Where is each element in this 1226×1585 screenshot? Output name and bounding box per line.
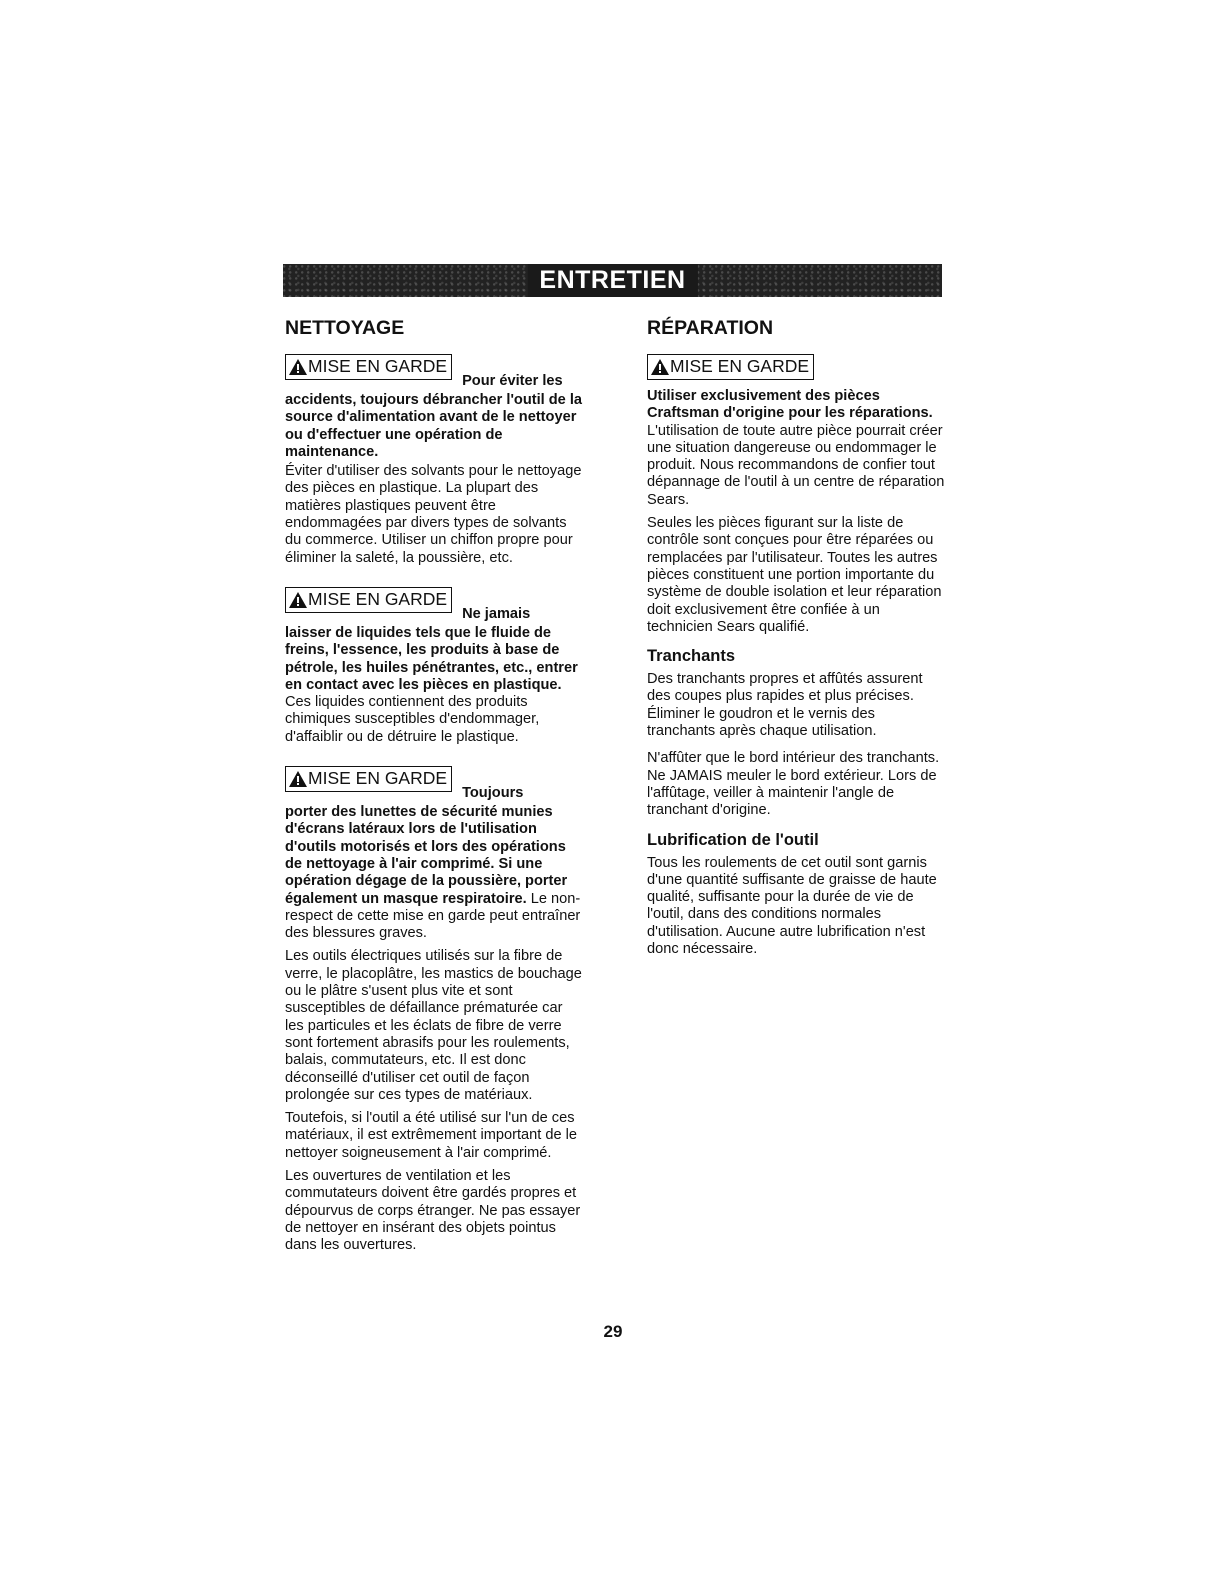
tranchants-paragraph-1: Des tranchants propres et affûtés assurent des coupes plus rapides et plus précises. Éliminer le goudron et le vernis des tranchants après chaque utilisation. (647, 671, 923, 740)
warning-triangle-icon (289, 359, 307, 375)
warning-2-lead: Ne jamais (462, 605, 531, 622)
warning-label-text: MISE EN GARDE (308, 768, 448, 789)
repair-warning-paragraph (647, 388, 947, 509)
solvents-paragraph: Éviter d'utiliser des solvants pour le nettoyage des pièces en plastique. La plupart des matières plastiques peuvent être endommagées par divers types de solvants du commerce. Utiliser un chiffon propre pour éliminer la saleté, la poussière, etc. (285, 463, 582, 566)
warning-3-detail: Le non-respect de cette mise en garde peut entraîner des blessures graves. (285, 890, 581, 942)
warning-3-lead: Toujours (462, 784, 524, 801)
section-title: ENTRETIEN (527, 264, 697, 297)
repair-warning-detail: L'utilisation de toute autre pièce pourrait créer une situation dangereuse ou endommager le produit. Nous recommandons de confier tout dépannage de l'outil à un centre de réparation Sears. (647, 422, 945, 508)
warning-triangle-icon (289, 771, 307, 787)
right-column (647, 316, 947, 964)
warning-label (285, 354, 452, 380)
left-column (285, 316, 585, 1260)
warning-row-repair (647, 354, 947, 380)
warning-triangle-icon (651, 359, 669, 375)
warning-3-paragraph (285, 804, 585, 942)
warning-label-text: MISE EN GARDE (308, 356, 448, 377)
warning-label (285, 766, 452, 792)
warning-label (285, 587, 452, 613)
warning-1-lead: Pour éviter les (462, 372, 563, 389)
tranchants-paragraph-2: N'affûter que le bord intérieur des tranchants. Ne JAMAIS meuler le bord extérieur. Lors de l'affûtage, veiller à maintenir l'angle de tranchant d'origine. (647, 750, 940, 819)
warning-3-text: porter des lunettes de sécurité munies d'écrans latéraux lors de l'utilisation d'outils motorisés et lors des opérations de nettoyage à l'air comprimé. Si une opération dégage de la poussière, porter également un masque respiratoire. (285, 804, 568, 907)
section-header-bar (283, 264, 942, 297)
warning-2-text: laisser de liquides tels que le fluide de freins, l'essence, les produits à base de pétrole, les huiles pénétrantes, etc., entrer en contact avec les pièces en plastique. (285, 624, 578, 693)
warning-1-text: accidents, toujours débrancher l'outil de la source d'alimentation avant de le nettoyer ou d'effectuer une opération de maintenance. (285, 392, 583, 460)
warning-label-text: MISE EN GARDE (308, 589, 448, 610)
toutefois-paragraph: Toutefois, si l'outil a été utilisé sur l'un de ces matériaux, il est extrêmement important de le nettoyer soigneusement à l'air comprimé. (285, 1110, 577, 1161)
warning-2-detail: Ces liquides contiennent des produits chimiques susceptibles d'endommager, d'affaiblir ou de détruire le plastique. (285, 694, 540, 745)
warning-2-paragraph (285, 625, 585, 746)
seules-paragraph: Seules les pièces figurant sur la liste de contrôle sont conçues pour être réparées ou remplacées par l'utilisateur. Toutes les autres pièces constituent une portion importante du système de double isolation et leur réparation doit exclusivement être confiée à un technicien Sears qualifié. (647, 515, 942, 635)
repair-warning-text: Utiliser exclusivement des pièces Craftsman d'origine pour les réparations. (647, 388, 933, 422)
warning-row-2 (285, 587, 585, 622)
page-number: 29 (603, 1322, 623, 1341)
warning-label (647, 354, 814, 380)
lubrification-paragraph: Tous les roulements de cet outil sont garnis d'une quantité suffisante de graisse de haute qualité, suffisante pour la durée de vie de l'outil, dans des conditions normales d'utilisation. Aucune autre lubrification n'est donc nécessaire. (647, 854, 937, 958)
fibre-paragraph: Les outils électriques utilisés sur la fibre de verre, le placoplâtre, les mastics de bouchage ou le plâtre s'usent plus vite et sont susceptibles de défaillance prématurée car les particules et les éclats de fibre de verre sont fortement abrasifs pour les roulements, balais, commutateurs, etc. Il est donc déconseillé d'utiliser cet outil de façon prolongée sur ces types de matériaux. (285, 948, 582, 1103)
warning-row-1 (285, 354, 585, 389)
lubrification-heading: Lubrification de l'outil (647, 830, 819, 849)
reparation-heading: RÉPARATION (647, 317, 774, 339)
nettoyage-heading: NETTOYAGE (285, 317, 405, 339)
warning-triangle-icon (289, 592, 307, 608)
warning-label-text: MISE EN GARDE (670, 356, 810, 377)
tranchants-heading: Tranchants (647, 647, 736, 666)
ouvertures-paragraph: Les ouvertures de ventilation et les commutateurs doivent être gardés propres et dépourvus de corps étranger. Ne pas essayer de nettoyer en insérant des objets pointus dans les ouvertures. (285, 1167, 581, 1254)
warning-row-3 (285, 766, 585, 801)
